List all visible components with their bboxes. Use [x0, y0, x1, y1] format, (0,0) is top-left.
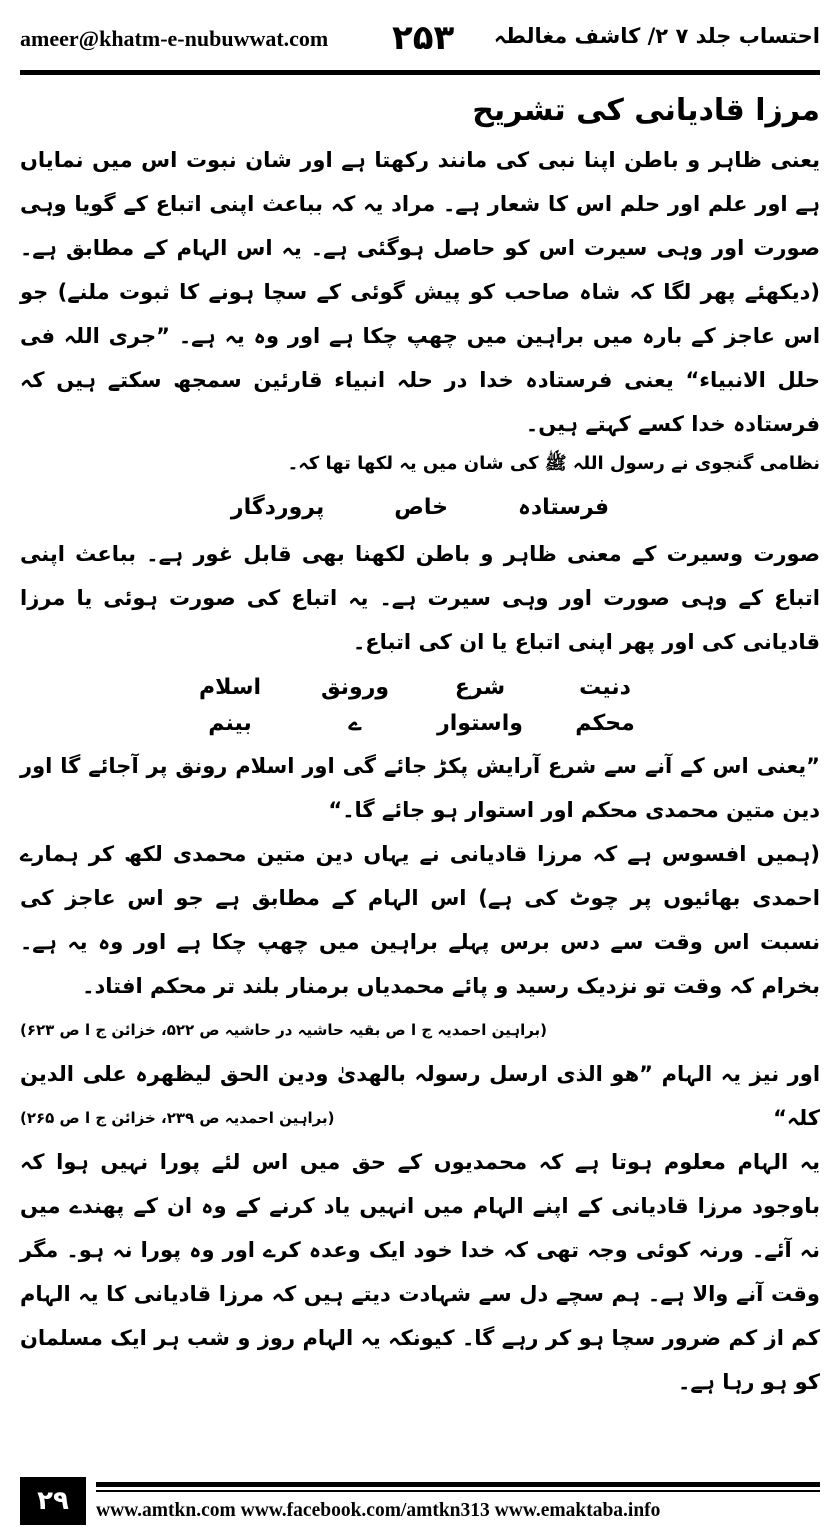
verse-1-word: پروردگار	[230, 495, 325, 520]
verse-2-word: شرع	[454, 675, 506, 700]
paragraph-6-arabic-verse: ”ھو الذی ارسل رسولہ بالھدیٰ ودین الحق لیظھرہ علی الدین کلہ“	[20, 1062, 820, 1130]
verse-2-word: بینم	[208, 711, 252, 736]
page-body	[20, 86, 820, 1404]
paragraph-3: صورت وسیرت کے معنی ظاہر و باطن لکھنا بھی قابل غور ہے۔ بباعث اپنی اتباع کے وہی صورت اور وہی سیرت ہے۔ یہ اتباع کی صورت ہوئی یا مرزا قادیانی کی اور پھر اپنی اتباع یا ان کی اتباع۔	[20, 542, 820, 654]
paragraph-4: ”یعنی اس کے آنے سے شرع آرایش پکڑ جائے گی اور اسلام رونق پر آجائے گا اور دین متین محمدی محکم اور استوار ہو جائے گا۔“	[20, 754, 820, 822]
verse-1	[20, 486, 820, 530]
paragraph-1	[20, 138, 820, 446]
paragraph-6-intro: اور نیز یہ الہام	[661, 1062, 821, 1086]
header-rule	[20, 70, 820, 75]
verse-2-word: محکم	[575, 711, 635, 736]
reference-1: (براہین احمدیہ ج ا ص بقیہ حاشیہ در حاشیہ ص ۵۲۲، خزائن ج ا ص ۶۲۳)	[20, 1021, 548, 1039]
footer-websites[interactable]: www.amtkn.com www.facebook.com/amtkn313 www.emaktaba.info	[96, 1500, 661, 1521]
verse-2-word: ورونق	[320, 675, 390, 700]
footer-section-number: ۲۹	[20, 1477, 86, 1525]
footer-rule	[96, 1482, 820, 1487]
verse-2	[20, 670, 820, 742]
paragraph-5-text: (ہمیں افسوس ہے کہ مرزا قادیانی نے یہاں دین متین محمدی لکھ کر ہمارے احمدی بھائیوں پر چوٹ کی ہے) اس الہام کے مطابق ہے جو اس عاجز کی نسبت اس وقت سے دس برس پہلے براہین میں چھپ چکا ہے اور وہ یہ ہے۔ بخرام کہ وقت تو نزدیک رسید و پائے محمدیاں برمنار بلند تر محکم افتاد۔	[20, 842, 820, 998]
verse-1-word: خاص	[394, 495, 448, 520]
footer-rule-thin	[96, 1490, 820, 1492]
reference-2: (براہین احمدیہ ص ۲۳۹، خزائن ج ا ص ۲۶۵)	[20, 1109, 335, 1127]
paragraph-2: نظامی گنجوی نے رسول اللہ ﷺ کی شان میں یہ لکھا تھا کہ۔	[287, 453, 820, 474]
verse-2-word: دنیت	[579, 675, 631, 700]
verse-2-word: اسلام	[198, 675, 261, 700]
paragraph-1-arabic-quote: ”جری اللہ فی حلل الانبیاء“	[20, 324, 820, 392]
verse-1-word: فرستادہ	[517, 495, 610, 520]
verse-2-word: ے	[348, 711, 362, 736]
section-heading: مرزا قادیانی کی تشریح	[472, 93, 820, 128]
header-page-number: ۲۵۳	[392, 18, 455, 58]
page-header	[20, 14, 820, 64]
header-email[interactable]: ameer@khatm-e-nubuwwat.com	[20, 26, 329, 51]
paragraph-1-tail: یعنی فرستادہ خدا در حلہ انبیاء قارئین سمجھ سکتے ہیں کہ فرستادہ خدا کسے کہتے ہیں۔	[20, 368, 820, 436]
paragraph-6	[20, 1052, 820, 1140]
verse-2-word: واستوار	[437, 711, 523, 736]
paragraph-7: یہ الہام معلوم ہوتا ہے کہ محمدیوں کے حق میں اس لئے پورا نہیں ہوا کہ باوجود مرزا قادیانی کے اپنے الہام میں انہیں یاد کرنے کے وہ ان کے پھندے میں نہ آئے۔ ورنہ کوئی وجہ تھی کہ خدا خود ایک وعدہ کرے اور وہ پورا نہ ہو۔ مگر وقت آنے والا ہے۔ ہم سچے دل سے شہادت دیتے ہیں کہ مرزا قادیانی کا یہ الہام کم از کم ضرور سچا ہو کر رہے گا۔ کیونکہ یہ الہام روز و شب ہر ایک مسلمان کو ہو رہا ہے۔	[20, 1150, 820, 1394]
paragraph-1-text: یعنی ظاہر و باطن اپنا نبی کی مانند رکھتا ہے اور شان نبوت اس میں نمایاں ہے اور علم اور حلم اس کا شعار ہے۔ مراد یہ کہ بباعث اپنی اتباع کے گویا وہی صورت اور وہی سیرت اس کو حاصل ہوگئی ہے۔ یہ اس الہام کے مطابق ہے۔ (دیکھئے پھر لگا کہ شاہ صاحب کو پیش گوئی کے سچا ہونے کا ثبوت ملنے) جو اس عاجز کے بارہ میں براہین میں چھپ چکا ہے اور وہ یہ ہے۔	[20, 148, 821, 348]
paragraph-5	[20, 832, 820, 1039]
header-book-title: احتساب جلد ۷ ۲/ کاشف مغالطہ	[493, 24, 820, 48]
